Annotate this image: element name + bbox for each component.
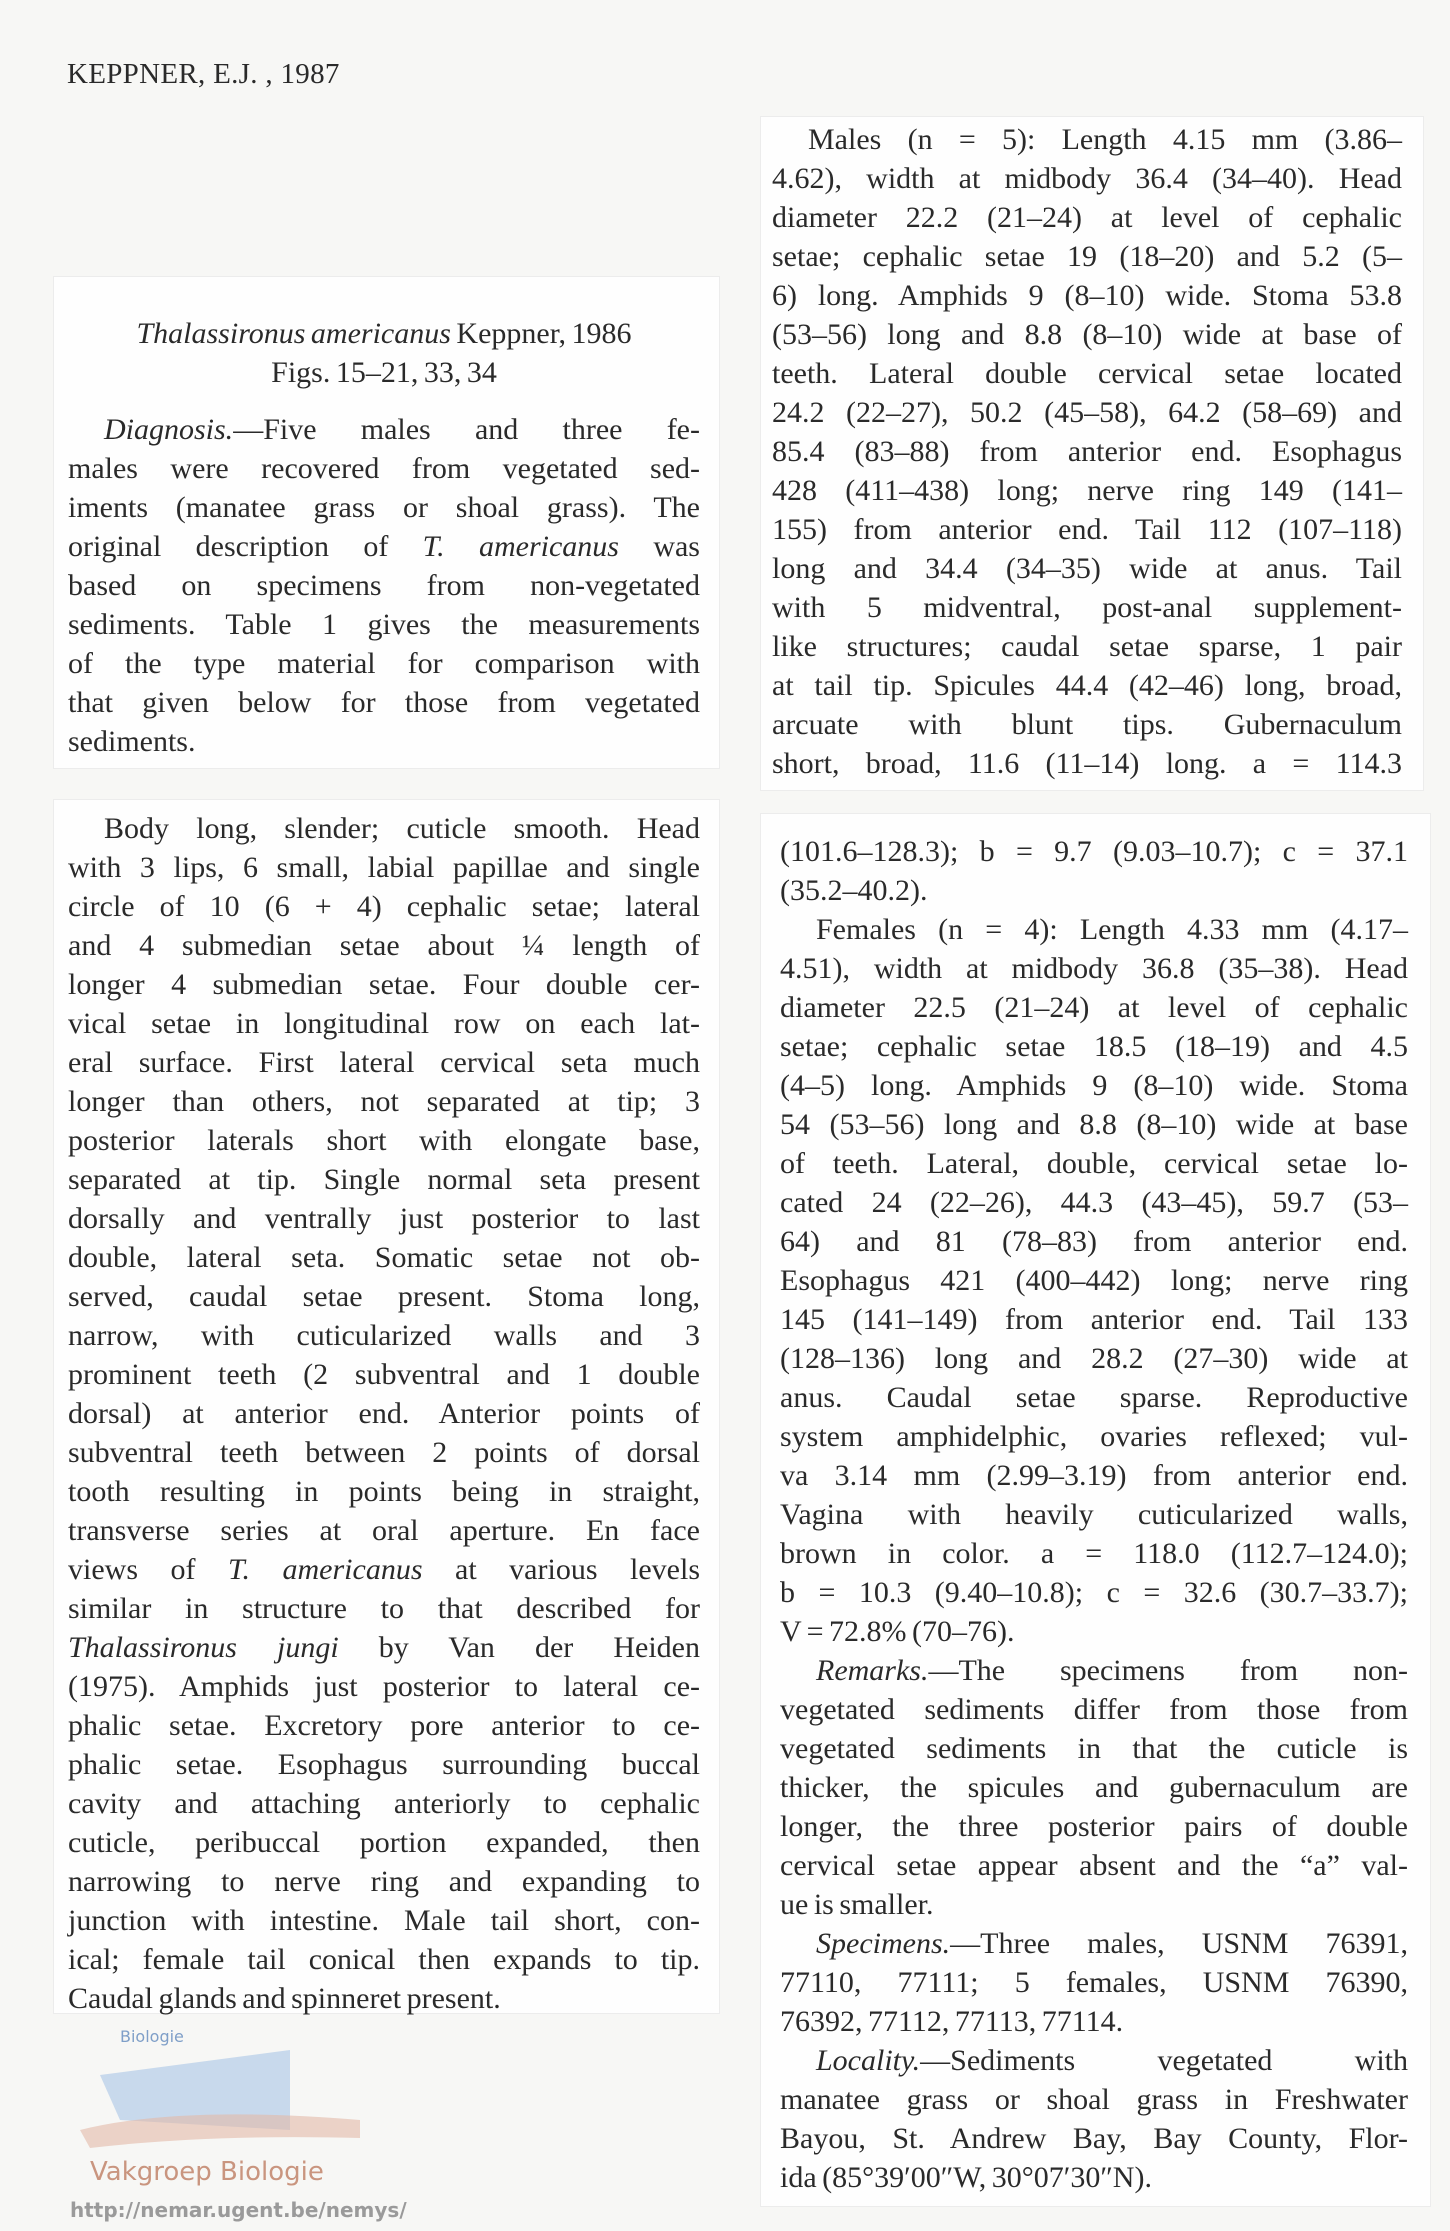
text-segment: system amphidelphic, ovaries reflexed; vul-: [780, 1420, 1408, 1453]
text-segment: 428 (411–438) long; nerve ring 149 (141–: [772, 474, 1402, 507]
diagnosis-text: [68, 314, 700, 761]
text-line: [68, 683, 700, 722]
italic-term: Specimens.: [816, 1927, 951, 1960]
text-line: [68, 1199, 700, 1238]
text-line: [780, 1534, 1408, 1573]
text-segment: 6) long. Amphids 9 (8–10) wide. Stoma 53.8: [772, 279, 1402, 312]
text-segment: transverse series at oral aperture. En face: [68, 1514, 700, 1547]
text-line: [68, 722, 700, 761]
italic-term: Thalassironus jungi: [68, 1631, 339, 1664]
text-segment: narrowing to nerve ring and expanding to: [68, 1865, 700, 1898]
text-segment: narrow, with cuticularized walls and 3: [68, 1319, 700, 1352]
text-line: [780, 2041, 1408, 2080]
text-segment: double, lateral seta. Somatic setae not ob-: [68, 1241, 700, 1274]
text-line: [68, 605, 700, 644]
text-line: [780, 1495, 1408, 1534]
text-segment: brown in color. a = 118.0 (112.7–124.0);: [780, 1537, 1408, 1570]
text-line: [68, 1550, 700, 1589]
text-line: [780, 988, 1408, 1027]
text-line: [772, 159, 1402, 198]
text-segment: at various levels: [422, 1553, 700, 1586]
text-segment: cated 24 (22–26), 44.3 (43–45), 59.7 (53–: [780, 1186, 1408, 1219]
text-line: [780, 1105, 1408, 1144]
text-segment: males were recovered from vegetated sed-: [68, 452, 700, 485]
text-line: [772, 198, 1402, 237]
text-line: [68, 1745, 700, 1784]
text-segment: prominent teeth (2 subventral and 1 double: [68, 1358, 700, 1391]
text-line: [780, 2158, 1408, 2197]
text-segment: V = 72.8% (70–76).: [780, 1615, 1015, 1648]
text-segment: of the type material for comparison with: [68, 647, 700, 680]
text-segment: (4–5) long. Amphids 9 (8–10) wide. Stoma: [780, 1069, 1408, 1102]
text-segment: setae; cephalic setae 18.5 (18–19) and 4.5: [780, 1030, 1408, 1063]
text-segment: vegetated sediments in that the cuticle is: [780, 1732, 1408, 1765]
text-segment: Males (n = 5): Length 4.15 mm (3.86–: [808, 123, 1402, 156]
text-line: [780, 1651, 1408, 1690]
females-remarks-text: [780, 832, 1408, 2197]
text-line: [68, 1316, 700, 1355]
text-segment: vegetated sediments differ from those from: [780, 1693, 1408, 1726]
text-segment: Figs. 15–21, 33, 34: [271, 356, 497, 389]
text-segment: arcuate with blunt tips. Gubernaculum: [772, 708, 1402, 741]
text-segment: 77110, 77111; 5 females, USNM 76390,: [780, 1966, 1408, 1999]
text-line: [68, 1979, 700, 2018]
text-segment: iments (manatee grass or shoal grass). The: [68, 491, 700, 524]
text-line: [68, 527, 700, 566]
text-line: [780, 1690, 1408, 1729]
text-segment: Females (n = 4): Length 4.33 mm (4.17–: [816, 913, 1408, 946]
text-segment: vical setae in longitudinal row on each lat-: [68, 1007, 700, 1040]
text-line: [68, 926, 700, 965]
text-line: [780, 1378, 1408, 1417]
text-segment: 85.4 (83–88) from anterior end. Esophagus: [772, 435, 1402, 468]
text-line: [772, 744, 1402, 783]
text-line: [780, 1417, 1408, 1456]
text-segment: Vagina with heavily cuticularized walls,: [780, 1498, 1408, 1531]
text-segment: —The specimens from non-: [928, 1654, 1408, 1687]
text-segment: ical; female tail conical then expands to tip.: [68, 1943, 700, 1976]
text-segment: 76392, 77112, 77113, 77114.: [780, 2005, 1124, 2038]
text-line: [772, 510, 1402, 549]
text-segment: thicker, the spicules and gubernaculum are: [780, 1771, 1408, 1804]
text-segment: sediments. Table 1 gives the measurements: [68, 608, 700, 641]
text-segment: 4.62), width at midbody 36.4 (34–40). Head: [772, 162, 1402, 195]
text-segment: tooth resulting in points being in straight,: [68, 1475, 700, 1508]
text-segment: —Three males, USNM 76391,: [950, 1927, 1408, 1960]
text-segment: based on specimens from non-vegetated: [68, 569, 700, 602]
text-line: [772, 666, 1402, 705]
text-line: [68, 1160, 700, 1199]
text-line: [68, 1589, 700, 1628]
text-segment: 155) from anterior end. Tail 112 (107–118): [772, 513, 1402, 546]
text-line: [68, 1667, 700, 1706]
text-line: [68, 1940, 700, 1979]
text-segment: of teeth. Lateral, double, cervical setae lo-: [780, 1147, 1408, 1180]
running-head: KEPPNER, E.J. , 1987: [67, 58, 340, 90]
text-line: [772, 393, 1402, 432]
text-line: [772, 471, 1402, 510]
text-line: [772, 549, 1402, 588]
text-segment: views of: [68, 1553, 229, 1586]
text-line: [68, 965, 700, 1004]
text-line: [68, 1511, 700, 1550]
text-line: [68, 1043, 700, 1082]
text-segment: b = 10.3 (9.40–10.8); c = 32.6 (30.7–33.7);: [780, 1576, 1408, 1609]
text-line: [780, 1807, 1408, 1846]
text-line: [780, 1027, 1408, 1066]
text-line: [68, 488, 700, 527]
text-line: [780, 1066, 1408, 1105]
italic-term: Thalassironus americanus: [136, 317, 451, 350]
text-segment: 24.2 (22–27), 50.2 (45–58), 64.2 (58–69) and: [772, 396, 1402, 429]
text-line: [772, 705, 1402, 744]
text-line: [780, 1768, 1408, 1807]
text-line: [68, 1277, 700, 1316]
text-line: [780, 949, 1408, 988]
text-line: [68, 1628, 700, 1667]
text-segment: teeth. Lateral double cervical setae located: [772, 357, 1402, 390]
text-segment: anus. Caudal setae sparse. Reproductive: [780, 1381, 1408, 1414]
text-line: [772, 432, 1402, 471]
italic-term: Locality.: [816, 2044, 921, 2077]
text-line: [68, 1433, 700, 1472]
text-line: [772, 276, 1402, 315]
text-segment: manatee grass or shoal grass in Freshwater: [780, 2083, 1408, 2116]
text-segment: original description of: [68, 530, 423, 563]
text-line: [68, 1472, 700, 1511]
text-line: [780, 2119, 1408, 2158]
text-segment: long and 34.4 (34–35) wide at anus. Tail: [772, 552, 1402, 585]
text-line: [68, 353, 700, 392]
text-line: [68, 644, 700, 683]
text-line: [68, 1004, 700, 1043]
text-segment: dorsal) at anterior end. Anterior points of: [68, 1397, 700, 1430]
text-segment: phalic setae. Esophagus surrounding buccal: [68, 1748, 700, 1781]
text-line: [780, 1144, 1408, 1183]
text-segment: served, caudal setae present. Stoma long,: [68, 1280, 700, 1313]
text-segment: (101.6–128.3); b = 9.7 (9.03–10.7); c = 37.1: [780, 835, 1408, 868]
text-segment: eral surface. First lateral cervical seta much: [68, 1046, 700, 1079]
text-segment: Body long, slender; cuticle smooth. Head: [104, 812, 700, 845]
text-line: [68, 1823, 700, 1862]
text-line: [68, 410, 700, 449]
text-segment: cervical setae appear absent and the “a” val-: [780, 1849, 1408, 1882]
text-segment: longer, the three posterior pairs of double: [780, 1810, 1408, 1843]
text-segment: by Van der Heiden: [338, 1631, 700, 1664]
text-segment: (35.2–40.2).: [780, 874, 928, 907]
text-segment: was: [618, 530, 700, 563]
text-segment: 4.51), width at midbody 36.8 (35–38). Head: [780, 952, 1408, 985]
text-line: [68, 848, 700, 887]
text-segment: at tail tip. Spicules 44.4 (42–46) long, broad,: [772, 669, 1402, 702]
text-segment: setae; cephalic setae 19 (18–20) and 5.2 (5–: [772, 240, 1402, 273]
text-line: [68, 1862, 700, 1901]
text-line: [772, 354, 1402, 393]
text-line: [68, 449, 700, 488]
text-segment: subventral teeth between 2 points of dorsal: [68, 1436, 700, 1469]
text-line: [780, 1924, 1408, 1963]
text-segment: 64) and 81 (78–83) from anterior end.: [780, 1225, 1408, 1258]
text-line: [772, 588, 1402, 627]
text-segment: Esophagus 421 (400–442) long; nerve ring: [780, 1264, 1408, 1297]
text-line: [780, 1846, 1408, 1885]
text-line: [780, 832, 1408, 871]
text-segment: —Sediments vegetated with: [920, 2044, 1408, 2077]
italic-term: Remarks.: [816, 1654, 929, 1687]
text-segment: (1975). Amphids just posterior to lateral ce-: [68, 1670, 700, 1703]
text-line: [68, 1082, 700, 1121]
text-segment: longer 4 submedian setae. Four double cer-: [68, 968, 700, 1001]
italic-term: T. americanus: [228, 1553, 423, 1586]
text-line: [68, 809, 700, 848]
text-line: [772, 120, 1402, 159]
text-segment: Caudal glands and spinneret present.: [68, 1982, 501, 2015]
text-line: [780, 871, 1408, 910]
text-line: [780, 2002, 1408, 2041]
watermark-url: http://nemar.ugent.be/nemys/: [70, 2198, 407, 2222]
watermark-arc-text: Biologie: [120, 2027, 184, 2046]
italic-term: Diagnosis.: [104, 413, 234, 446]
text-segment: Bayou, St. Andrew Bay, Bay County, Flor-: [780, 2122, 1408, 2155]
text-line: [68, 566, 700, 605]
text-segment: longer than others, not separated at tip; 3: [68, 1085, 700, 1118]
text-segment: —Five males and three fe-: [233, 413, 700, 446]
text-line: [780, 1573, 1408, 1612]
text-segment: sediments.: [68, 725, 196, 758]
males-measurements-text: [772, 120, 1402, 783]
text-line: [780, 1300, 1408, 1339]
text-line: [772, 627, 1402, 666]
text-line: [780, 1261, 1408, 1300]
text-line: [68, 392, 700, 410]
text-segment: junction with intestine. Male tail short, con-: [68, 1904, 700, 1937]
text-segment: like structures; caudal setae sparse, 1 pair: [772, 630, 1402, 663]
text-segment: diameter 22.5 (21–24) at level of cephalic: [780, 991, 1408, 1024]
text-line: [68, 1121, 700, 1160]
text-line: [780, 1612, 1408, 1651]
text-line: [780, 1885, 1408, 1924]
text-segment: 54 (53–56) long and 8.8 (8–10) wide at base: [780, 1108, 1408, 1141]
text-line: [780, 910, 1408, 949]
text-line: [772, 237, 1402, 276]
text-line: [780, 1222, 1408, 1261]
text-line: [780, 1729, 1408, 1768]
text-segment: cavity and attaching anteriorly to cephalic: [68, 1787, 700, 1820]
text-line: [780, 2080, 1408, 2119]
text-line: [68, 1784, 700, 1823]
text-segment: separated at tip. Single normal seta present: [68, 1163, 700, 1196]
text-segment: phalic setae. Excretory pore anterior to ce-: [68, 1709, 700, 1742]
text-segment: that given below for those from vegetated: [68, 686, 700, 719]
text-line: [772, 315, 1402, 354]
text-line: [68, 1355, 700, 1394]
text-segment: ida (85°39′00″W, 30°07′30″N).: [780, 2161, 1152, 2194]
text-segment: diameter 22.2 (21–24) at level of cephalic: [772, 201, 1402, 234]
watermark-logo: [60, 2020, 440, 2190]
text-line: [780, 1339, 1408, 1378]
text-line: [780, 1456, 1408, 1495]
text-segment: posterior laterals short with elongate base,: [68, 1124, 700, 1157]
text-line: [68, 1238, 700, 1277]
text-segment: with 3 lips, 6 small, labial papillae and single: [68, 851, 700, 884]
text-segment: (128–136) long and 28.2 (27–30) wide at: [780, 1342, 1408, 1375]
text-segment: circle of 10 (6 + 4) cephalic setae; lateral: [68, 890, 700, 923]
text-segment: similar in structure to that described for: [68, 1592, 700, 1625]
text-line: [68, 1901, 700, 1940]
text-line: [68, 314, 700, 353]
text-line: [780, 1183, 1408, 1222]
text-segment: ue is smaller.: [780, 1888, 934, 1921]
text-line: [780, 1963, 1408, 2002]
watermark-logo-text: Vakgroep Biologie: [90, 2157, 324, 2187]
text-segment: Keppner, 1986: [450, 317, 632, 350]
body-description-text: [68, 809, 700, 2018]
text-segment: and 4 submedian setae about ¼ length of: [68, 929, 700, 962]
text-segment: cuticle, peribuccal portion expanded, then: [68, 1826, 700, 1859]
text-segment: with 5 midventral, post-anal supplement-: [772, 591, 1402, 624]
italic-term: T. americanus: [422, 530, 619, 563]
text-line: [68, 887, 700, 926]
text-line: [68, 1706, 700, 1745]
text-segment: (53–56) long and 8.8 (8–10) wide at base of: [772, 318, 1402, 351]
text-line: [68, 1394, 700, 1433]
text-segment: short, broad, 11.6 (11–14) long. a = 114.3: [772, 747, 1402, 780]
text-segment: 145 (141–149) from anterior end. Tail 133: [780, 1303, 1408, 1336]
text-segment: va 3.14 mm (2.99–3.19) from anterior end.: [780, 1459, 1408, 1492]
text-segment: dorsally and ventrally just posterior to last: [68, 1202, 700, 1235]
